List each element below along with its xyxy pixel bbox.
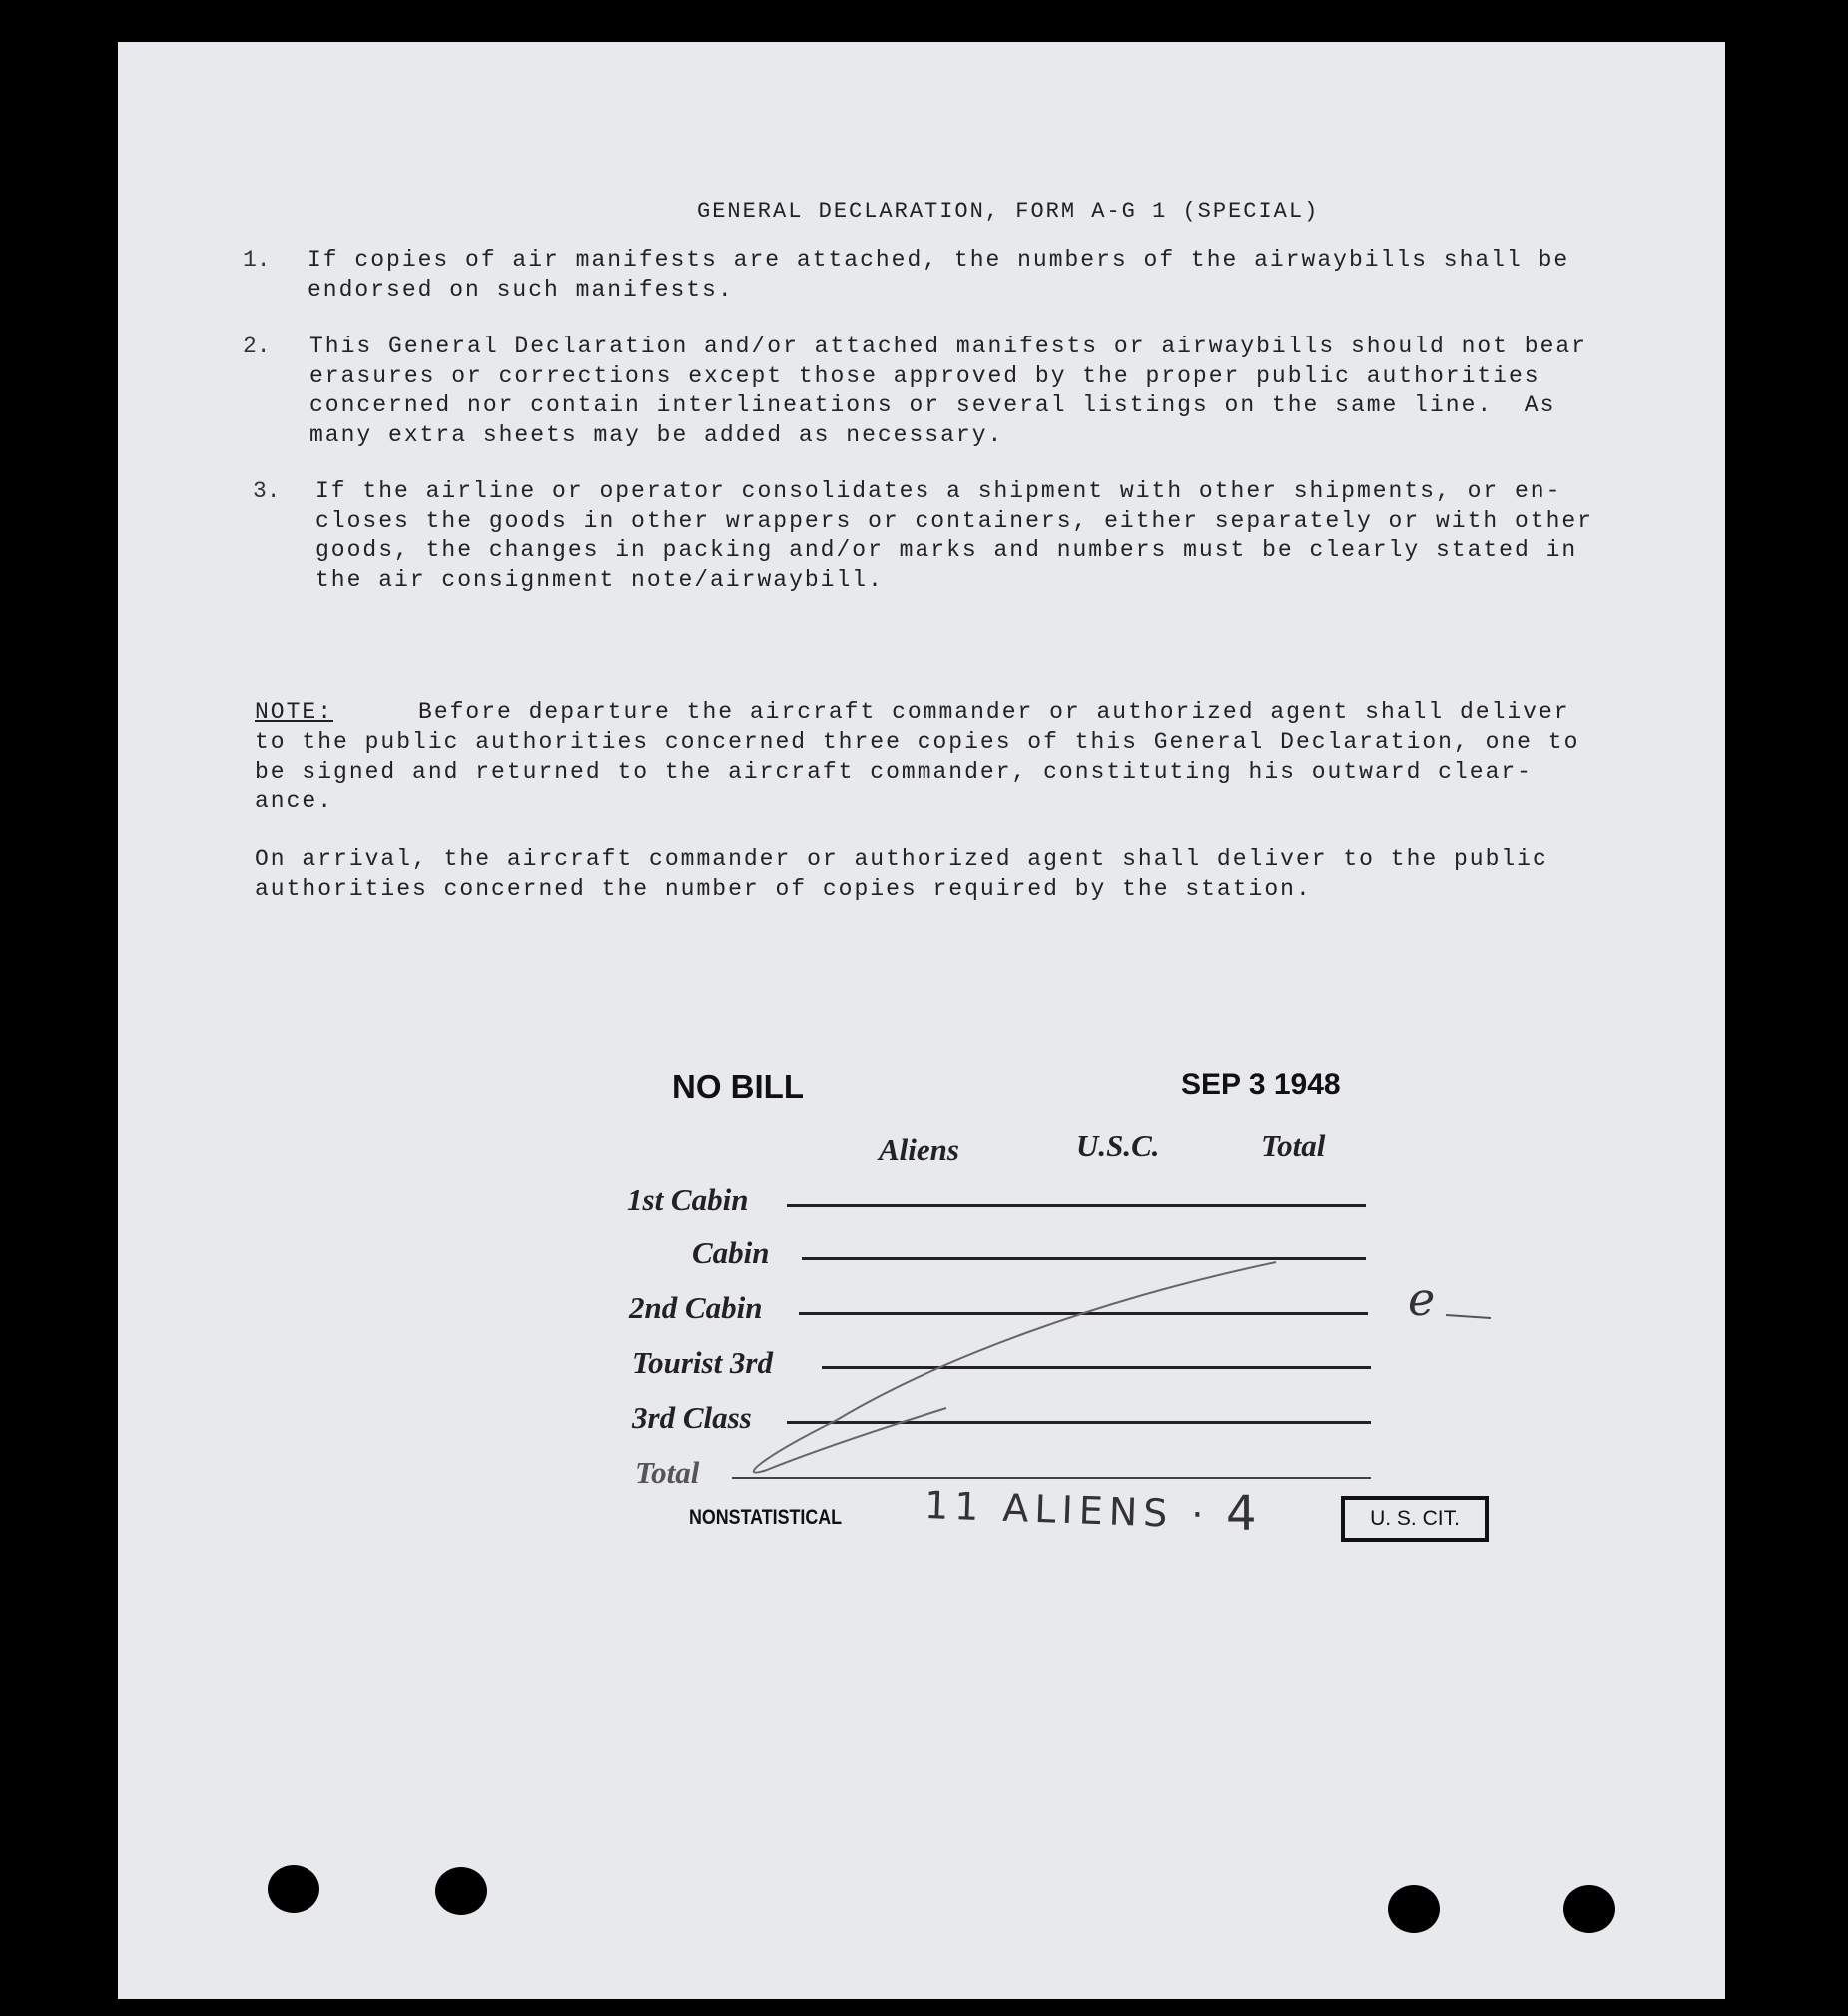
item-1-line-1: If copies of air manifests are attached, the numbers of the airwaybills shall be (308, 247, 1570, 273)
item-3-line-2: closes the goods in other wrappers or containers, either separately or with other (315, 508, 1593, 534)
row-label-total: Total (635, 1455, 700, 1490)
item-2-number: 2. (243, 334, 271, 359)
note-line-1: Before departure the aircraft commander or authorized agent shall deliver (339, 699, 1570, 725)
handwritten-count: 4 (1226, 1486, 1257, 1542)
note-line-3: be signed and returned to the aircraft commander, constituting his outward clear- (255, 759, 1533, 785)
arrival-line-1: On arrival, the aircraft commander or authorized agent shall deliver to the public (255, 846, 1548, 872)
item-3-line-3: goods, the changes in packing and/or marks and numbers must be clearly stated in (315, 537, 1578, 563)
row-label-1st-cabin: 1st Cabin (627, 1182, 749, 1217)
arrival-line-2: authorities concerned the number of copies required by the station. (255, 876, 1312, 902)
punch-hole-1 (268, 1865, 319, 1913)
row-label-tourist-3rd: Tourist 3rd (632, 1345, 773, 1380)
header-aliens: Aliens (879, 1132, 959, 1167)
nonstatistical-label: NONSTATISTICAL (689, 1506, 843, 1529)
punch-hole-4 (1563, 1885, 1615, 1933)
row-label-3rd-class: 3rd Class (632, 1400, 752, 1435)
item-3-line-4: the air consignment note/airwaybill. (315, 567, 884, 593)
item-2-line-1: This General Declaration and/or attached manifests or airwaybills should not bear (309, 334, 1587, 359)
item-2-line-2: erasures or corrections except those approved by the proper public authorities (309, 363, 1540, 389)
item-3-line-1: If the airline or operator consolidates a shipment with other shipments, or en- (315, 478, 1562, 504)
row-label-cabin: Cabin (692, 1235, 770, 1270)
item-2-line-4: many extra sheets may be added as necessary. (309, 422, 1004, 448)
punch-hole-3 (1388, 1885, 1440, 1933)
header-total: Total (1261, 1128, 1326, 1163)
us-cit-box: U. S. CIT. (1341, 1496, 1489, 1542)
row-label-2nd-cabin: 2nd Cabin (629, 1290, 763, 1325)
item-1-line-2: endorsed on such manifests. (308, 277, 734, 303)
note-line-4: ance. (255, 788, 334, 814)
item-3-number: 3. (253, 478, 281, 504)
handwritten-margin-mark: e (1408, 1272, 1436, 1326)
punch-hole-2 (435, 1867, 487, 1915)
date-stamp: SEP 3 1948 (1181, 1068, 1341, 1101)
document-page (118, 42, 1725, 1999)
pencil-slash-mark (118, 42, 1725, 1999)
note-label: NOTE: (255, 699, 334, 725)
item-2-line-3: concerned nor contain interlineations or several listings on the same line. As (309, 392, 1556, 418)
note-line-2: to the public authorities concerned three copies of this General Declaration, one to (255, 729, 1580, 755)
header-usc: U.S.C. (1076, 1128, 1160, 1163)
handwritten-aliens: 11 ALIENS · (924, 1483, 1211, 1537)
no-bill-stamp: NO BILL (672, 1068, 804, 1105)
form-title: GENERAL DECLARATION, FORM A-G 1 (SPECIAL) (697, 199, 1320, 224)
item-1-number: 1. (243, 247, 271, 273)
